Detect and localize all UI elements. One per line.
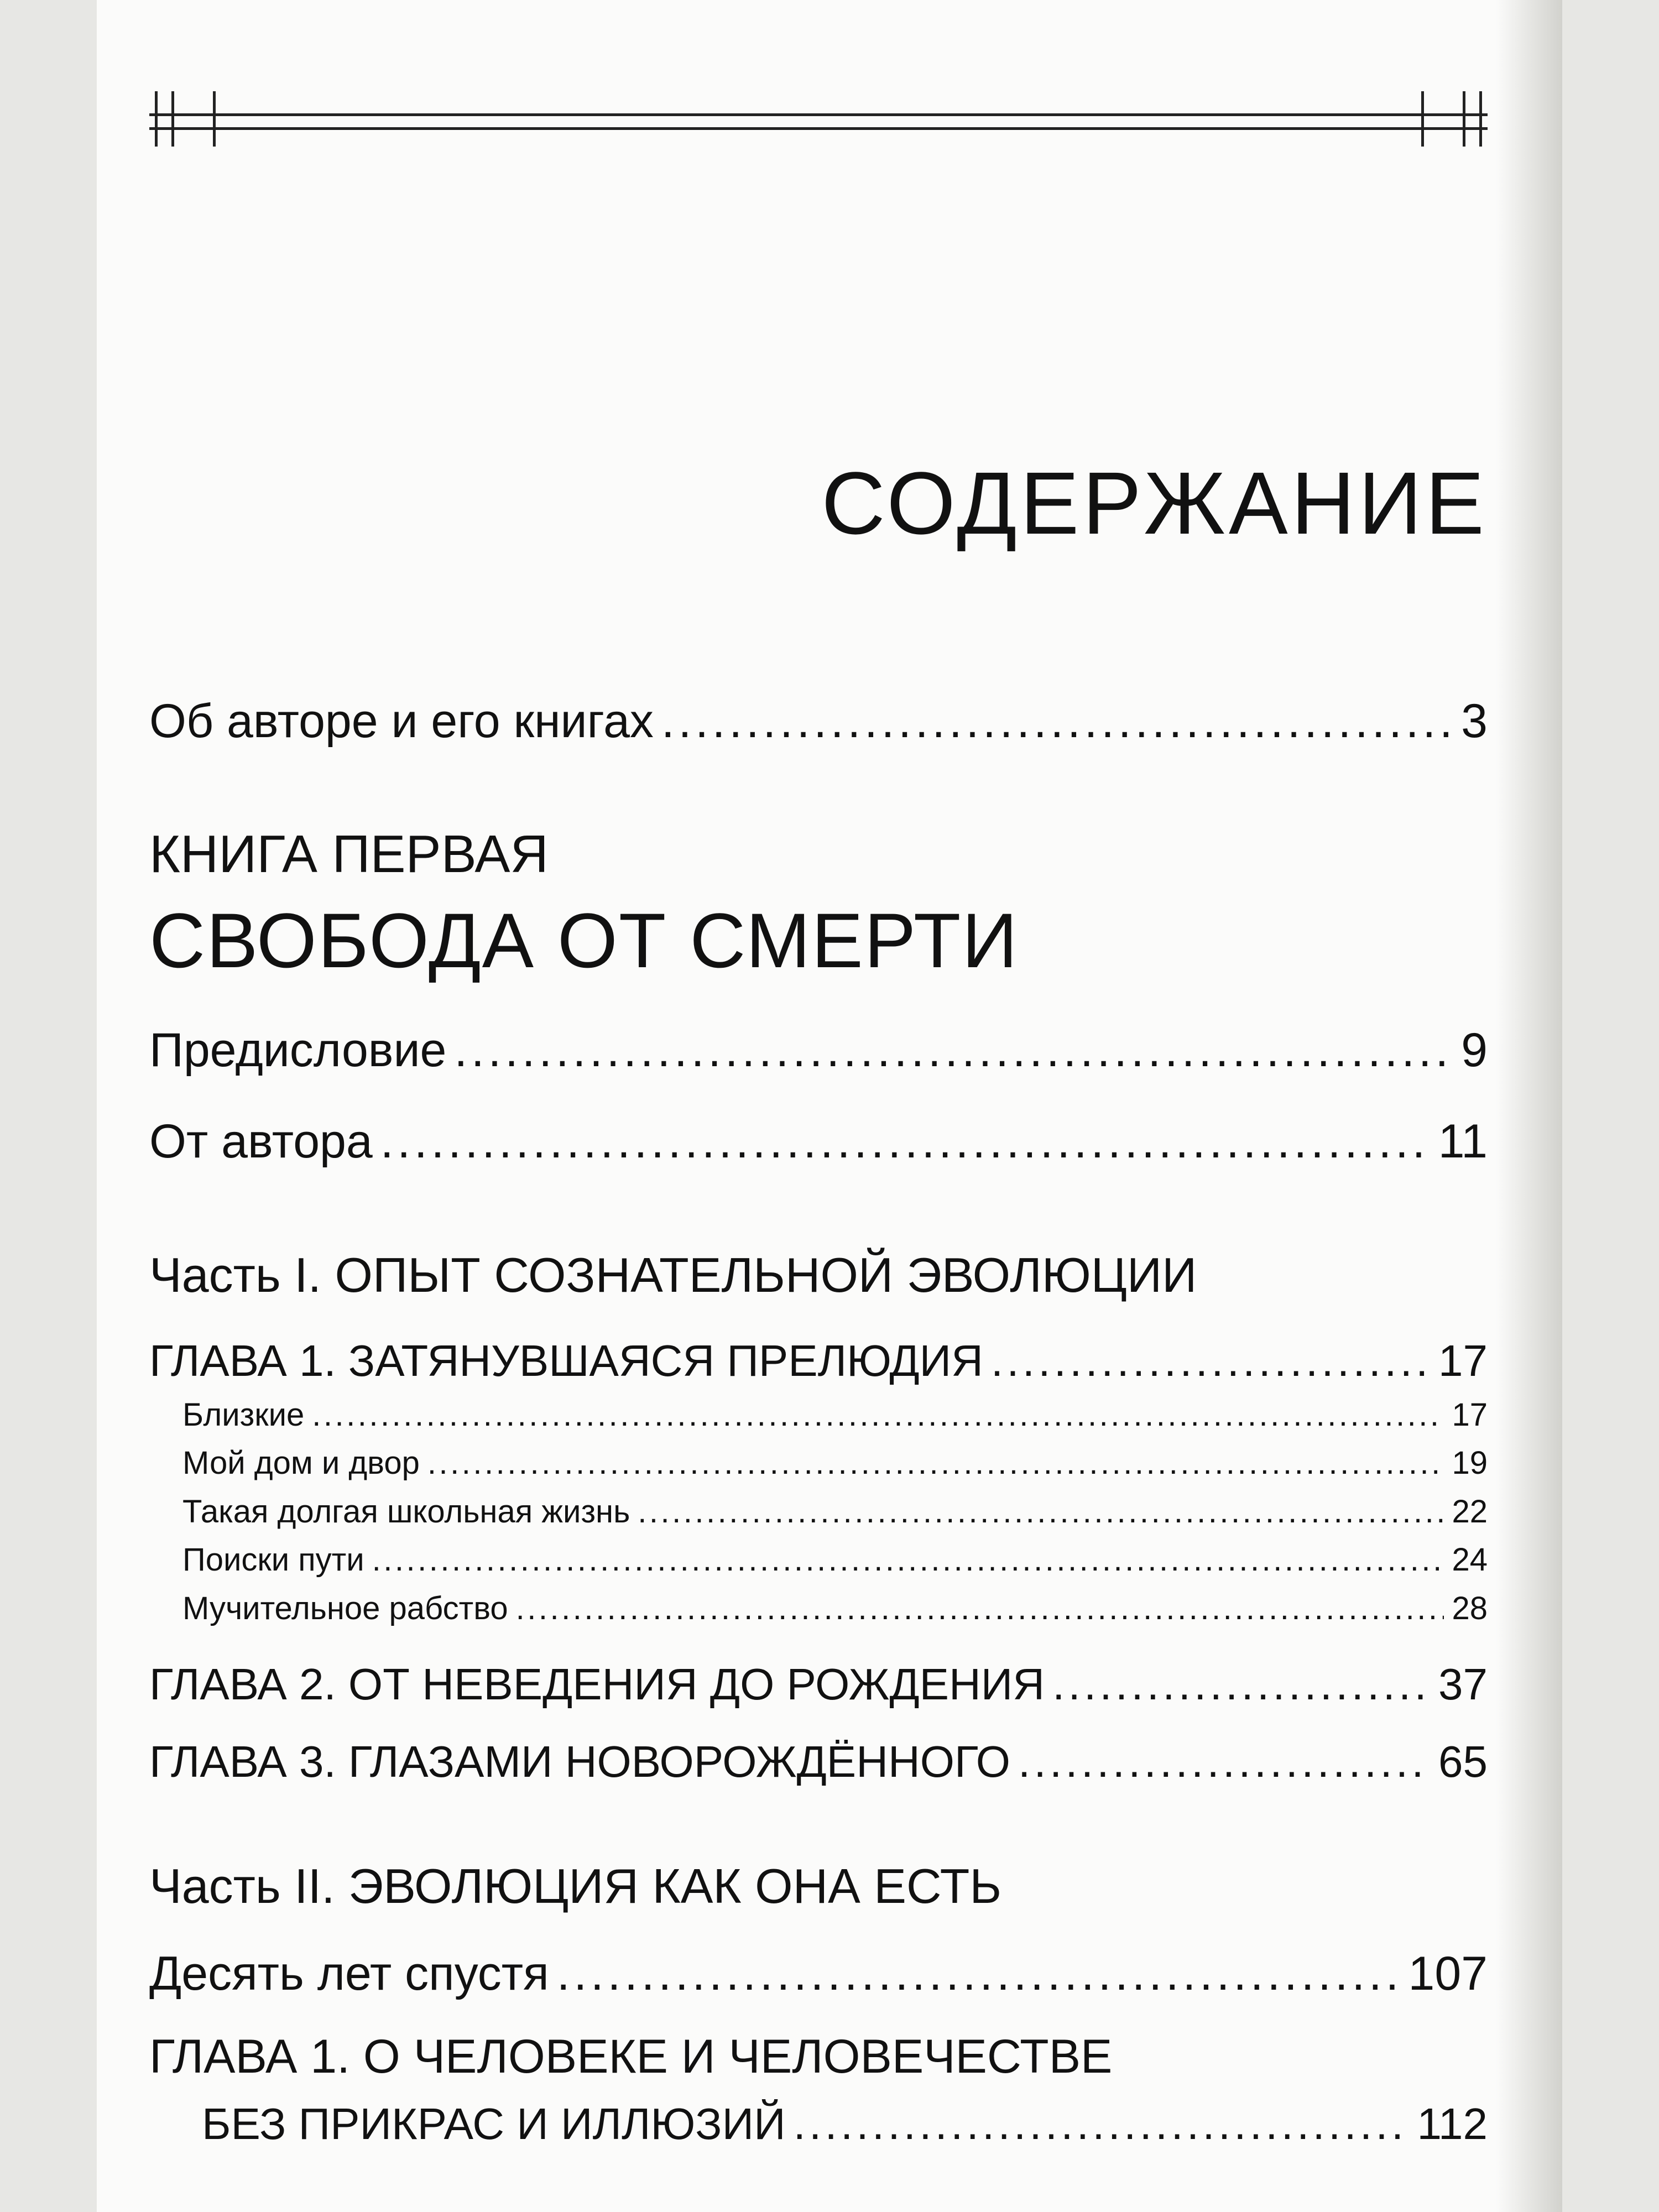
toc-entry-page: 22: [1452, 1494, 1488, 1530]
toc-entry-ten-years-later: [149, 1947, 1488, 2001]
toc-entry-page: 37: [1438, 1660, 1488, 1709]
toc-entry-page: 112: [1417, 2099, 1488, 2148]
toc-entry-page: 28: [1452, 1590, 1488, 1626]
toc-entry-page: 19: [1452, 1445, 1488, 1481]
toc-entry-label: Об авторе и его книгах: [149, 695, 654, 748]
leader-dots: [427, 1444, 1444, 1481]
leader-dots: [638, 1493, 1444, 1530]
leader-dots: [372, 1541, 1444, 1578]
toc-chapter: [149, 1335, 1488, 1386]
toc-entry-from-author: [149, 1114, 1488, 1169]
leader-dots: [1052, 1659, 1431, 1710]
toc-section: [182, 1541, 1488, 1578]
leader-dots: [557, 1947, 1401, 2001]
toc-chapter-line1: ГЛАВА 1. О ЧЕЛОВЕКЕ И ЧЕЛОВЕЧЕСТВЕ: [149, 2030, 1113, 2083]
toc-entry-label: Предисловие: [149, 1024, 447, 1077]
toc-entry-label: Десять лет спустя: [149, 1947, 549, 2000]
header-rule-top: [149, 113, 1488, 116]
header-rule-bottom: [149, 127, 1488, 130]
toc-entry-label: Мучительное рабство: [182, 1590, 508, 1626]
toc-entry-page: 17: [1438, 1336, 1488, 1385]
leader-dots: [312, 1396, 1444, 1433]
toc-entry-about-author: [149, 694, 1488, 749]
toc-chapter: [149, 1659, 1488, 1710]
toc-entry-page: 3: [1461, 695, 1488, 748]
leader-dots: [794, 2099, 1410, 2150]
toc-entry-page: 17: [1452, 1397, 1488, 1433]
toc-chapter: [149, 1736, 1488, 1787]
toc-entry-label: БЕЗ ПРИКРАС И ИЛЛЮЗИЙ: [202, 2099, 786, 2148]
toc-entry-label: Такая долгая школьная жизнь: [182, 1494, 630, 1530]
header-tick-left: [213, 91, 216, 147]
toc-entry-page: 11: [1438, 1115, 1488, 1168]
header-tick-right: [1421, 91, 1424, 147]
toc-entry-label: ГЛАВА 2. ОТ НЕВЕДЕНИЯ ДО РОЖДЕНИЯ: [149, 1660, 1045, 1709]
book-title: СВОБОДА ОТ СМЕРТИ: [149, 897, 1019, 984]
toc-entry-page: 65: [1438, 1737, 1488, 1786]
page-edge-shadow: [1496, 0, 1562, 2212]
leader-dots: [516, 1590, 1444, 1627]
toc-entry-preface: [149, 1023, 1488, 1078]
header-tick-left: [171, 91, 174, 147]
toc-entry-label: От автора: [149, 1115, 373, 1168]
toc-entry-page: 24: [1452, 1542, 1488, 1578]
leader-dots: [454, 1023, 1453, 1078]
toc-entry-label: ГЛАВА 1. ЗАТЯНУВШАЯСЯ ПРЕЛЮДИЯ: [149, 1336, 983, 1385]
header-ornament: [149, 83, 1488, 160]
toc-entry-label: Мой дом и двор: [182, 1445, 420, 1481]
toc-entry-page: 9: [1461, 1024, 1488, 1077]
toc-entry-label: ГЛАВА 3. ГЛАЗАМИ НОВОРОЖДЁННОГО: [149, 1737, 1011, 1786]
toc-entry-label: Близкие: [182, 1397, 305, 1433]
book-page: [97, 0, 1562, 2212]
toc-section: [182, 1396, 1488, 1433]
leader-dots: [1018, 1736, 1431, 1787]
leader-dots: [380, 1114, 1431, 1169]
toc-chapter: [202, 2099, 1488, 2150]
header-tick-left: [155, 91, 158, 147]
toc-entry-page: 107: [1408, 1947, 1488, 2000]
toc-section: [182, 1590, 1488, 1627]
book-label: КНИГА ПЕРВАЯ: [149, 825, 549, 884]
header-tick-right: [1479, 91, 1482, 147]
toc-section: [182, 1493, 1488, 1530]
part-title: Часть I. ОПЫТ СОЗНАТЕЛЬНОЙ ЭВОЛЮЦИИ: [149, 1248, 1197, 1302]
page-title: СОДЕРЖАНИЕ: [821, 453, 1488, 552]
toc-entry-label: Поиски пути: [182, 1542, 364, 1578]
leader-dots: [991, 1335, 1431, 1386]
header-tick-right: [1463, 91, 1465, 147]
toc-section: [182, 1444, 1488, 1481]
part-title: Часть II. ЭВОЛЮЦИЯ КАК ОНА ЕСТЬ: [149, 1859, 1002, 1913]
leader-dots: [661, 694, 1453, 749]
